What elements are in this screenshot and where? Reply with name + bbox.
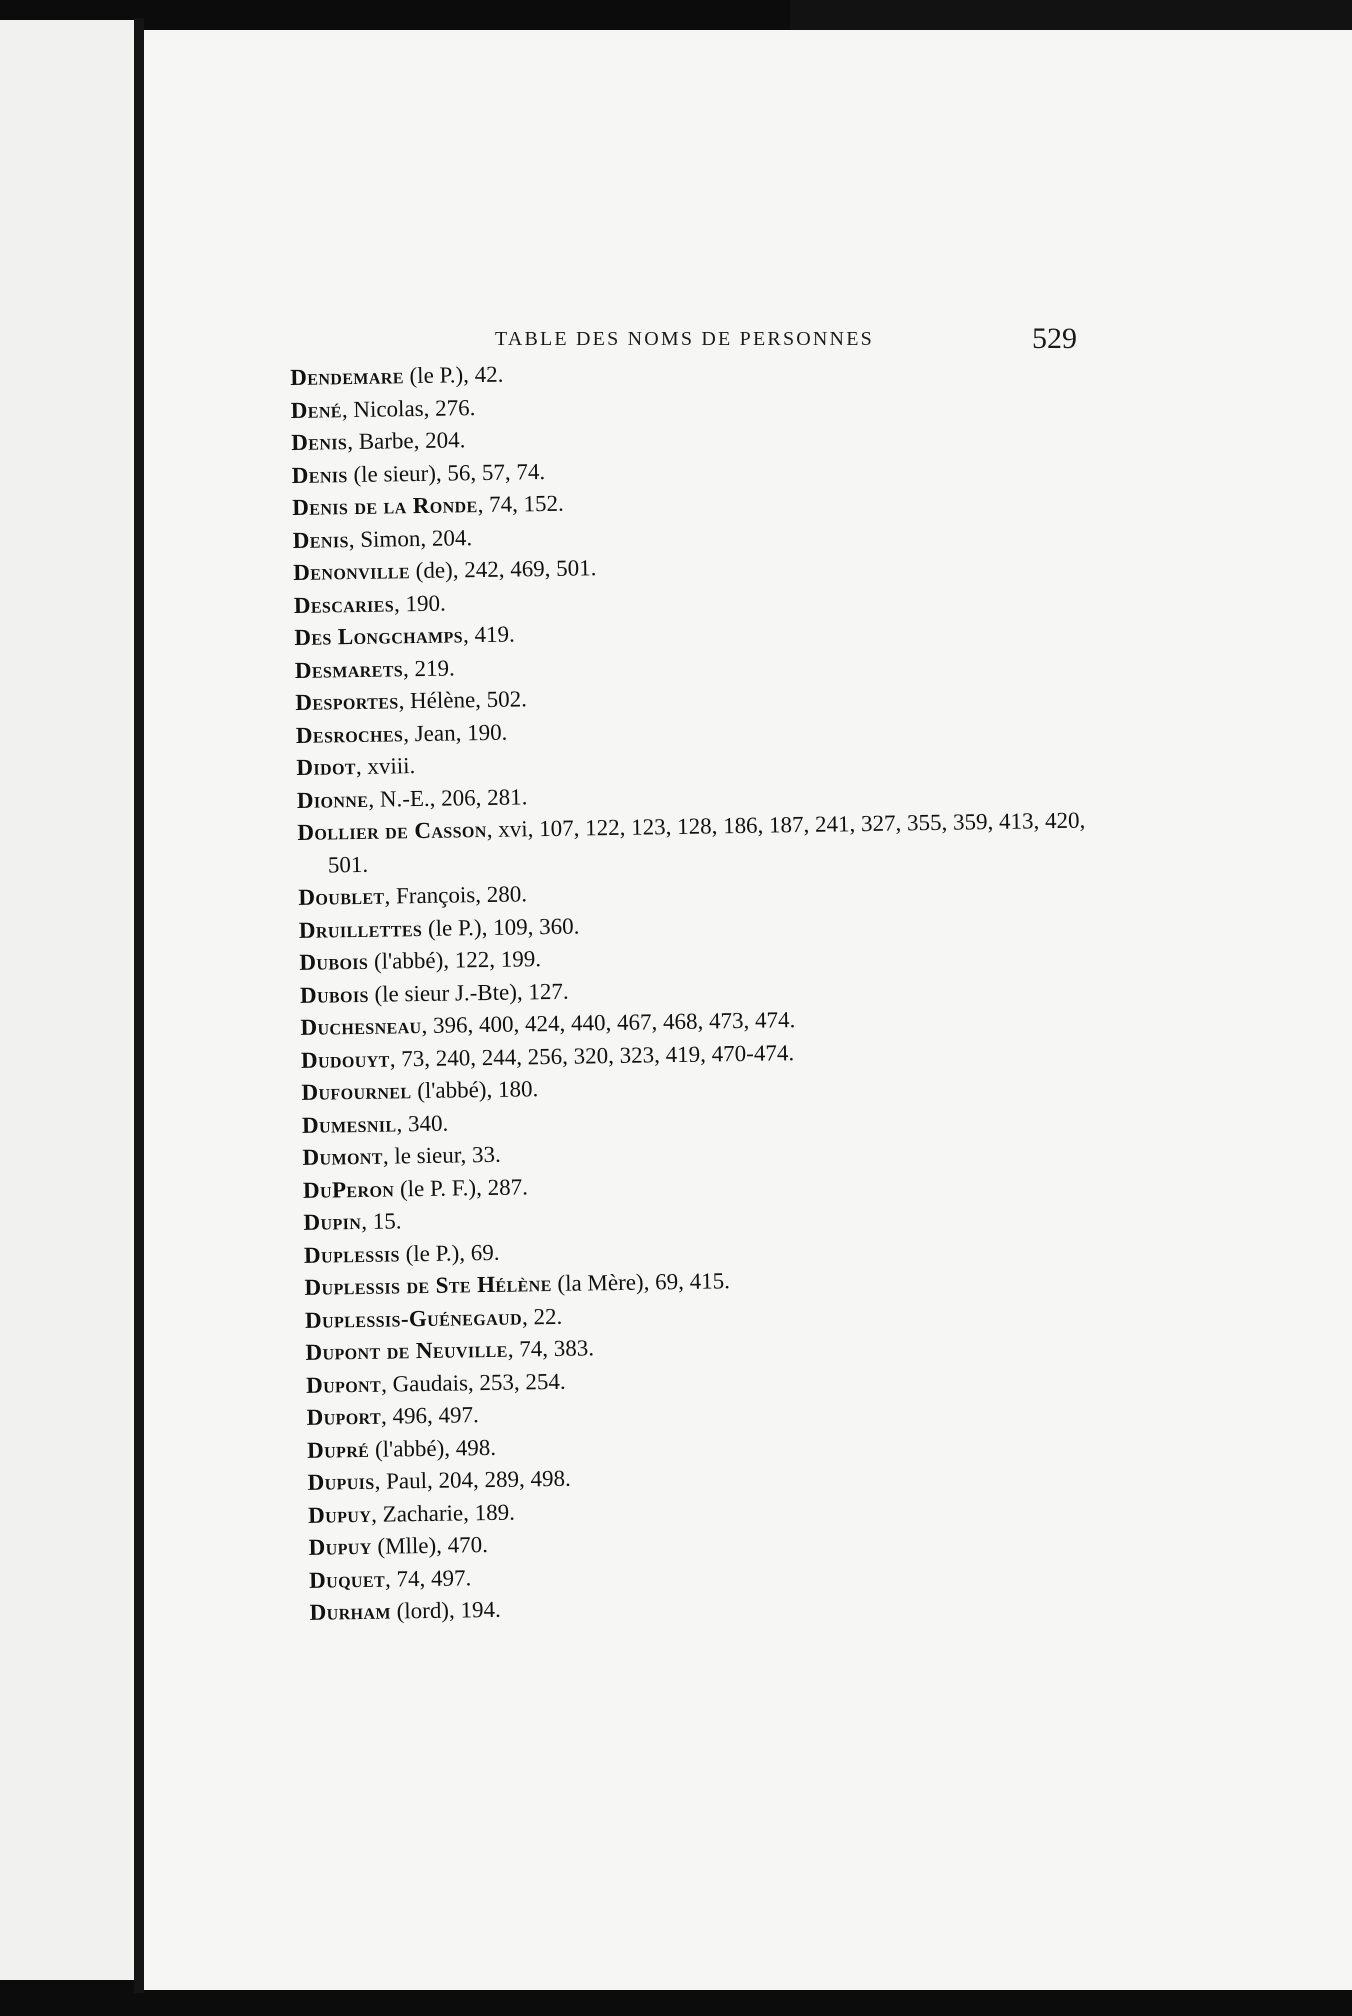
entry-references: , Jean, 190. (403, 719, 508, 746)
entry-name: Dupuy (307, 1501, 372, 1528)
entry-references: , 340. (396, 1110, 449, 1136)
entry-name: Dupin (303, 1208, 362, 1235)
entry-references: , 74, 497. (384, 1564, 472, 1592)
entry-name: Desmarets (294, 655, 404, 683)
entry-name: Desroches (295, 720, 404, 748)
entry-name: Dupont de Neuville (305, 1336, 508, 1365)
entry-references: (l'abbé), 180. (411, 1076, 539, 1104)
entry-references: , François, 280. (384, 881, 528, 909)
entry-name: Dubois (299, 948, 369, 975)
entry-references: (l'abbé), 122, 199. (368, 946, 542, 974)
entry-references: , 74, 383. (507, 1335, 595, 1362)
entry-references: , 496, 497. (380, 1402, 479, 1429)
entry-references: , 15. (361, 1208, 402, 1234)
entry-references: , xviii. (355, 753, 416, 780)
entry-name: Dupuis (307, 1468, 375, 1495)
entry-name: Denis (291, 429, 348, 455)
entry-references: , 22. (521, 1303, 563, 1329)
entry-references: , 396, 400, 424, 440, 467, 468, 473, 474. (421, 1007, 796, 1039)
entry-name: Duplessis (303, 1240, 401, 1268)
entry-references: (le P. F.), 287. (394, 1173, 529, 1201)
entry-name: Duplessis de Ste Hélène (304, 1271, 552, 1300)
entry-references: , Gaudais, 253, 254. (380, 1368, 566, 1397)
entry-name: Dubois (299, 981, 369, 1008)
entry-references: , 190. (393, 590, 446, 616)
entry-name: Dené (290, 396, 343, 423)
entry-name: Dufournel (301, 1078, 412, 1105)
entry-name: Duquet (308, 1566, 386, 1593)
binding-gutter (134, 18, 144, 1993)
entry-references: , 419. (462, 621, 515, 648)
entry-name: Dupuy (308, 1533, 372, 1560)
entry-references: (la Mère), 69, 415. (551, 1268, 731, 1297)
entry-references: , xvi, 107, 122, 123, 128, 186, 187, 241, 327, 355, 359, 413, 420, 501. (327, 807, 1086, 877)
entry-name: Denis de la Ronde (292, 492, 478, 520)
entry-references: , 219. (402, 654, 455, 681)
entry-references: (le sieur J.-Bte), 127. (368, 978, 569, 1007)
entry-references: , Nicolas, 276. (341, 394, 476, 422)
entry-name: Dionne (296, 786, 369, 813)
entry-name: Des Longchamps (294, 622, 464, 650)
entry-name: Desportes (295, 688, 399, 715)
entry-name: Duchesneau (300, 1013, 422, 1040)
entry-references: (Mlle), 470. (371, 1532, 489, 1559)
entry-references: , le sieur, 33. (382, 1141, 501, 1169)
entry-references: , Barbe, 204. (347, 427, 466, 455)
entry-name: Dendemare (290, 363, 404, 390)
entry-references: (le P.), 69. (399, 1239, 500, 1266)
entry-name: Descaries (293, 590, 395, 618)
entry-references: , 74, 152. (477, 490, 565, 518)
entry-name: DuPeron (302, 1175, 395, 1203)
entry-name: Duport (306, 1403, 382, 1430)
entry-references: (l'abbé), 498. (369, 1434, 497, 1462)
entry-name: Druillettes (298, 915, 423, 943)
entry-name: Duplessis-Guénegaud (304, 1303, 523, 1333)
entry-references: , Simon, 204. (348, 524, 473, 552)
entry-name: Doublet (298, 883, 385, 910)
page-number: 529 (1032, 322, 1077, 355)
entry-references: (lord), 194. (390, 1596, 501, 1624)
entry-name: Dumont (302, 1143, 384, 1170)
running-title: TABLE DES NOMS DE PERSONNES (495, 328, 874, 350)
entry-name: Dollier de Casson (297, 816, 487, 845)
entry-references: (le P.), 42. (403, 361, 504, 389)
entry-name: Dupré (306, 1436, 370, 1463)
entry-references: , N.-E., 206, 281. (368, 783, 528, 812)
entry-name: Denis (291, 461, 348, 488)
entry-name: Dumesnil (301, 1110, 397, 1138)
entry-name: Dudouyt (300, 1046, 390, 1073)
entry-references: (le P.), 109, 360. (421, 913, 580, 941)
entry-name: Durham (309, 1598, 392, 1625)
entry-references: (de), 242, 469, 501. (409, 555, 597, 584)
entry-name: Denonville (293, 558, 411, 585)
entry-references: , Paul, 204, 289, 498. (374, 1465, 571, 1494)
entry-references: , Hélène, 502. (398, 686, 528, 714)
entry-name: Didot (296, 754, 357, 780)
index-entries (290, 349, 1110, 1629)
entry-references: (le sieur), 56, 57, 74. (347, 458, 546, 487)
entry-name: Dupont (305, 1371, 382, 1398)
facing-page-edge (0, 20, 134, 1980)
entry-references: , 73, 240, 244, 256, 320, 323, 419, 470-474. (389, 1039, 795, 1072)
entry-references: , Zacharie, 189. (370, 1499, 516, 1527)
entry-name: Denis (292, 526, 349, 553)
